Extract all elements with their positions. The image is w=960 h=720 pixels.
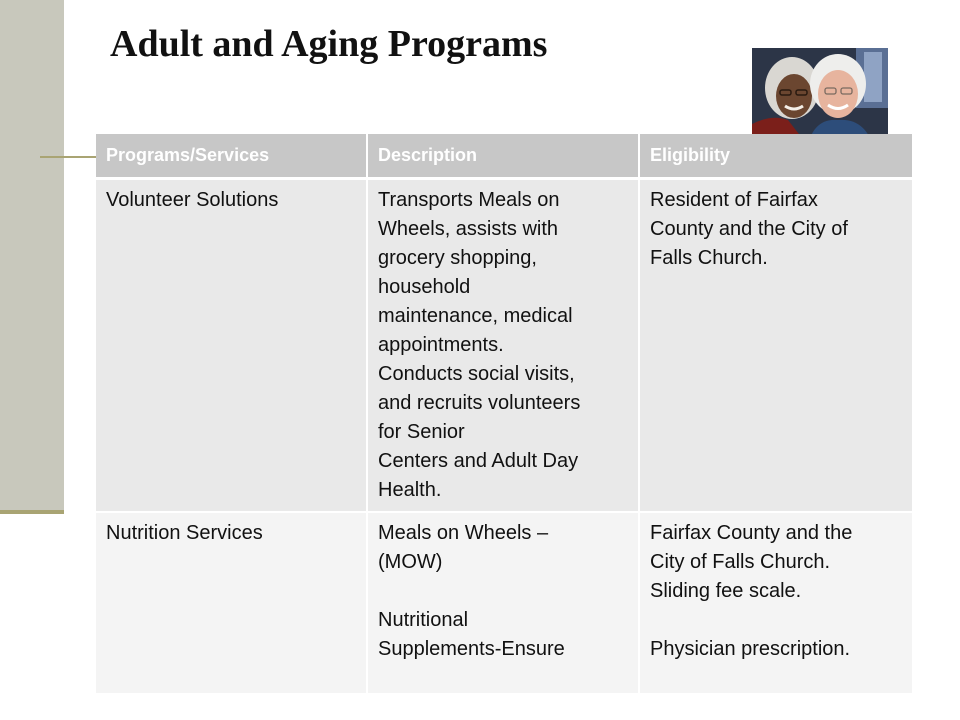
table-row	[96, 513, 912, 695]
eligibility-line: Fairfax County and the	[650, 522, 853, 544]
eligibility-line: Physician prescription.	[650, 638, 851, 660]
slide-title: Adult and Aging Programs	[110, 23, 548, 65]
program-name: Nutrition Services	[106, 522, 263, 544]
description-cell	[368, 180, 640, 513]
description-line: Supplements-Ensure	[378, 638, 565, 660]
header-description: Description	[368, 134, 640, 180]
eligibility-line: City of Falls Church.	[650, 551, 831, 573]
eligibility-line: County and the City of	[650, 218, 848, 240]
program-cell	[96, 180, 368, 513]
line-spacer	[378, 577, 628, 606]
eligibility-line: Falls Church.	[650, 247, 768, 269]
description-line: Transports Meals on	[378, 189, 560, 211]
header-eligibility: Eligibility	[640, 134, 912, 180]
eligibility-line: Resident of Fairfax	[650, 189, 818, 211]
description-line: household	[378, 276, 471, 298]
header-programs-services: Programs/Services	[96, 134, 368, 180]
table-header-row	[96, 134, 912, 180]
program-name: Volunteer Solutions	[106, 189, 279, 211]
description-line: appointments.	[378, 334, 504, 356]
line-spacer	[650, 606, 902, 635]
description-line: Meals on Wheels –	[378, 522, 549, 544]
seniors-photo	[752, 48, 888, 138]
description-line: Health.	[378, 479, 442, 501]
description-line: Nutritional	[378, 609, 469, 631]
description-line: maintenance, medical	[378, 305, 573, 327]
description-line: grocery shopping,	[378, 247, 537, 269]
eligibility-cell	[640, 180, 912, 513]
decorative-side-bar	[0, 0, 64, 512]
eligibility-line: Sliding fee scale.	[650, 580, 802, 602]
decorative-side-bar-edge	[0, 510, 64, 514]
description-line: and recruits volunteers	[378, 392, 581, 414]
decorative-accent-line	[40, 156, 96, 158]
programs-table	[96, 134, 912, 695]
eligibility-cell	[640, 513, 912, 695]
description-line: Conducts social visits,	[378, 363, 575, 385]
description-line: Centers and Adult Day	[378, 450, 579, 472]
program-cell	[96, 513, 368, 695]
table-row	[96, 180, 912, 513]
description-line: (MOW)	[378, 551, 443, 573]
description-line: Wheels, assists with	[378, 218, 559, 240]
description-cell	[368, 513, 640, 695]
description-line: for Senior	[378, 421, 465, 443]
